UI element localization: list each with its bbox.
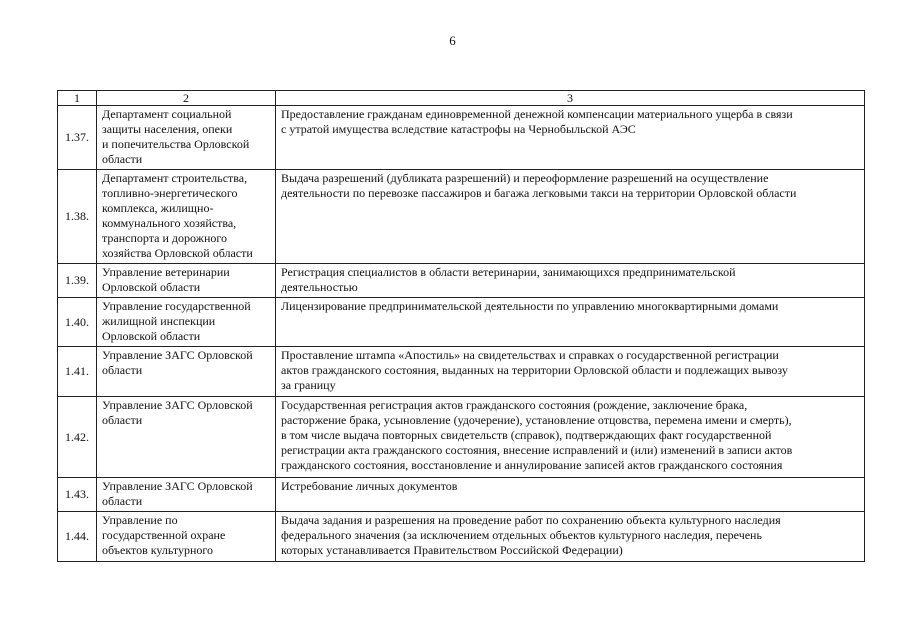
row-number: 1.40. [58, 298, 97, 347]
service-cell: Выдача задания и разрешения на проведение работ по сохранению объекта культурного наследия федерального значения (за исключением отдельных объектов культурного наследия, перечень которых устанавливается Правительством Российской Федерации) [276, 512, 865, 562]
table-row [58, 106, 865, 170]
department-cell: Департамент социальной защиты населения, опеки и попечительства Орловской области [97, 106, 276, 170]
column-header-2: 2 [97, 91, 276, 106]
service-cell: Государственная регистрация актов гражданского состояния (рождение, заключение брака, расторжение брака, усыновление (удочерение), установление отцовства, перемена имени и смерть), в том числе выдача повторных свидетельств (справок), подтверждающих факт государственной регистрации акта гражданского состояния, внесение исправлений и (или) изменений в записи актов гражданского состояния, восстановление и аннулирование записей актов гражданского состояния [276, 397, 865, 478]
table-row [58, 298, 865, 347]
row-number: 1.43. [58, 478, 97, 512]
row-number: 1.42. [58, 397, 97, 478]
service-cell: Выдача разрешений (дубликата разрешений) и переоформление разрешений на осуществление деятельности по перевозке пассажиров и багажа легковыми такси на территории Орловской области [276, 170, 865, 264]
row-number: 1.44. [58, 512, 97, 562]
department-cell: Управление ЗАГС Орловской области [97, 397, 276, 478]
page-number: 6 [449, 33, 456, 48]
service-cell: Истребование личных документов [276, 478, 865, 512]
row-number: 1.41. [58, 347, 97, 397]
row-number: 1.39. [58, 264, 97, 298]
service-cell: Проставление штампа «Апостиль» на свидетельствах и справках о государственной регистрации актов гражданского состояния, выданных на территории Орловской области и подлежащих вывозу за границу [276, 347, 865, 397]
department-cell: Управление ветеринарии Орловской области [97, 264, 276, 298]
service-cell: Предоставление гражданам единовременной денежной компенсации материального ущерба в связи с утратой имущества вследствие катастрофы на Чернобыльской АЭС [276, 106, 865, 170]
service-cell: Регистрация специалистов в области ветеринарии, занимающихся предпринимательской деятельностью [276, 264, 865, 298]
column-header-1: 1 [58, 91, 97, 106]
table-row [58, 397, 865, 478]
services-table [57, 90, 865, 562]
table-row [58, 512, 865, 562]
department-cell: Управление государственной жилищной инспекции Орловской области [97, 298, 276, 347]
table-header-row [58, 91, 865, 106]
table-row [58, 347, 865, 397]
department-cell: Управление ЗАГС Орловской области [97, 478, 276, 512]
service-cell: Лицензирование предпринимательской деятельности по управлению многоквартирными домами [276, 298, 865, 347]
column-header-3: 3 [276, 91, 865, 106]
department-cell: Управление по государственной охране объектов культурного [97, 512, 276, 562]
table-row [58, 170, 865, 264]
row-number: 1.38. [58, 170, 97, 264]
department-cell: Управление ЗАГС Орловской области [97, 347, 276, 397]
row-number: 1.37. [58, 106, 97, 170]
table-row [58, 264, 865, 298]
department-cell: Департамент строительства, топливно-энергетического комплекса, жилищно- коммунального хозяйства, транспорта и дорожного хозяйства Орловской области [97, 170, 276, 264]
table-row [58, 478, 865, 512]
